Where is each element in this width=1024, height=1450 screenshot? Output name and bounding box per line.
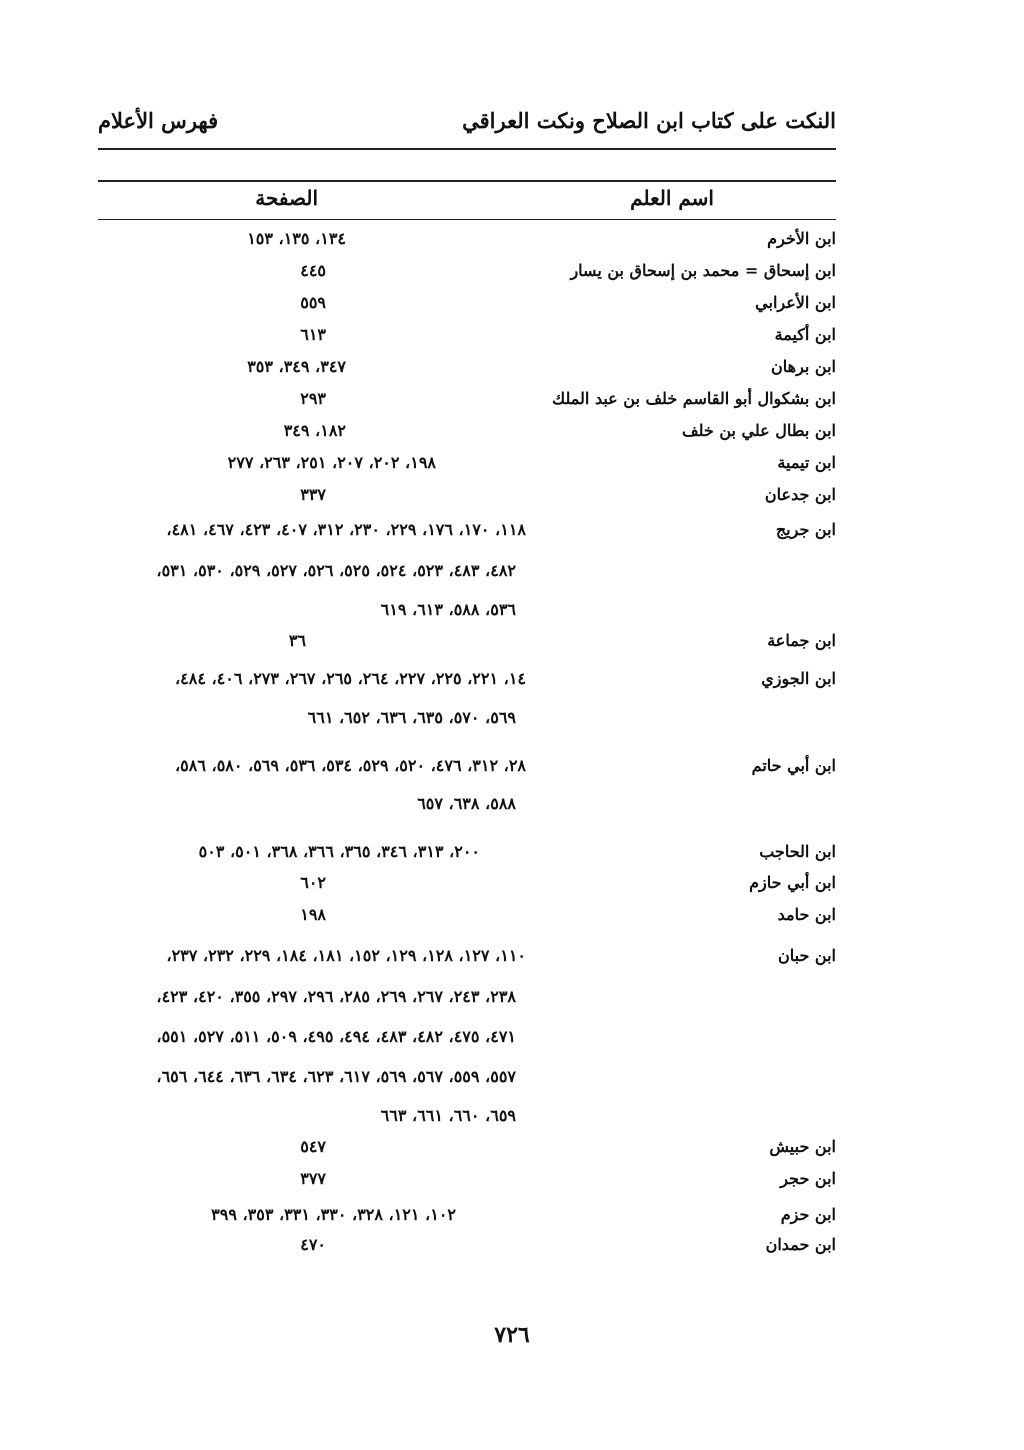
page-number: ٧٢٦ xyxy=(494,1322,530,1348)
column-header-name: اسم العلم xyxy=(630,186,714,210)
entry-name: ابن أبي حاتم xyxy=(751,756,836,775)
entry-pages-continued: ٥٣٦، ٥٨٨، ٦١٣، ٦١٩ xyxy=(380,600,516,619)
entry-pages: ٢٠٠، ٣١٣، ٣٤٦، ٣٦٥، ٣٦٦، ٣٦٨، ٥٠١، ٥٠٣ xyxy=(198,842,480,861)
entry-pages: ١٠٢، ١٢١، ٣٢٨، ٣٣٠، ٣٣١، ٣٥٣، ٣٩٩ xyxy=(211,1205,456,1224)
entry-pages: ٣٦ xyxy=(288,631,306,650)
entry-name: ابن أكيمة xyxy=(774,325,836,344)
entry-name: ابن الأعرابي xyxy=(755,293,836,312)
entry-name: ابن تيمية xyxy=(777,453,836,472)
entry-pages: ٦٠٢ xyxy=(300,873,326,892)
entry-pages: ١٣٤، ١٣٥، ١٥٣ xyxy=(247,229,346,248)
entry-name: ابن بطال علي بن خلف xyxy=(682,421,836,440)
table-top-rule xyxy=(98,180,836,182)
book-title: النكت على كتاب ابن الصلاح ونكت العراقي xyxy=(462,108,836,133)
entry-pages: ٣٣٧ xyxy=(300,485,326,504)
entry-name: ابن جريج xyxy=(775,520,836,539)
entry-pages: ٤٤٥ xyxy=(300,261,326,280)
entry-pages: ١٨٢، ٣٤٩ xyxy=(283,421,346,440)
entry-pages: ٥٤٧ xyxy=(300,1137,326,1156)
entry-pages: ١٩٨، ٢٠٢، ٢٠٧، ٢٥١، ٢٦٣، ٢٧٧ xyxy=(227,453,436,472)
entry-name: ابن حبيش xyxy=(769,1137,836,1156)
header-rule xyxy=(98,148,836,150)
entry-pages-continued: ٥٥٧، ٥٥٩، ٥٦٧، ٥٦٩، ٦١٧، ٦٢٣، ٦٣٤، ٦٣٦، ٦٤٤، ٦٥٦، xyxy=(156,1067,516,1086)
entry-pages-continued: ٤٧١، ٤٧٥، ٤٨٢، ٤٨٣، ٤٩٤، ٤٩٥، ٥٠٩، ٥١١، ٥٢٧، ٥٥١، xyxy=(156,1027,516,1046)
entry-name: ابن إسحاق = محمد بن إسحاق بن يسار xyxy=(570,261,836,280)
entry-name: ابن الحاجب xyxy=(759,842,836,861)
entry-pages: ٤٧٠ xyxy=(300,1235,326,1254)
entry-pages-continued: ٥٨٨، ٦٣٨، ٦٥٧ xyxy=(417,794,516,813)
entry-pages-continued: ٢٣٨، ٢٤٣، ٢٦٧، ٢٦٩، ٢٨٥، ٢٩٦، ٢٩٧، ٣٥٥، ٤٢٠، ٤٢٣، xyxy=(156,987,516,1006)
column-header-pages: الصفحة xyxy=(255,186,318,210)
table-header-rule xyxy=(98,219,836,220)
entry-pages-continued: ٥٦٩، ٥٧٠، ٦٣٥، ٦٣٦، ٦٥٢، ٦٦١ xyxy=(307,708,516,727)
section-title: فهرس الأعلام xyxy=(98,108,219,133)
entry-pages: ٢٨، ٣١٢، ٤٧٦، ٥٢٠، ٥٢٩، ٥٣٤، ٥٣٦، ٥٦٩، ٥٨٠، ٥٨٦، xyxy=(175,756,526,775)
entry-name: ابن حامد xyxy=(777,905,836,924)
entry-name: ابن بشكوال أبو القاسم خلف بن عبد الملك xyxy=(552,389,836,408)
entry-pages: ٣٧٧ xyxy=(300,1169,326,1188)
running-head xyxy=(98,108,836,133)
entry-pages: ١١٠، ١٢٧، ١٢٨، ١٢٩، ١٥٢، ١٨١، ١٨٤، ٢٢٩، ٢٣٢، ٢٣٧، xyxy=(166,946,526,965)
entry-pages: ٢٩٣ xyxy=(300,389,326,408)
entry-pages: ١١٨، ١٧٠، ١٧٦، ٢٢٩، ٢٣٠، ٣١٢، ٤٠٧، ٤٢٣، ٤٦٧، ٤٨١، xyxy=(166,520,526,539)
entry-name: ابن حبان xyxy=(778,946,836,965)
entry-pages: ٦١٣ xyxy=(300,325,326,344)
entry-pages-continued: ٦٥٩، ٦٦٠، ٦٦١، ٦٦٣ xyxy=(380,1106,516,1125)
entry-name: ابن حزم xyxy=(780,1205,836,1224)
entry-name: ابن حجر xyxy=(780,1169,836,1188)
entry-name: ابن جماعة xyxy=(767,631,836,650)
entry-pages: ١٩٨ xyxy=(300,905,326,924)
entry-pages: ٥٥٩ xyxy=(300,293,326,312)
entry-name: ابن الجوزي xyxy=(761,669,836,688)
entry-name: ابن حمدان xyxy=(765,1235,836,1254)
entry-name: ابن برهان xyxy=(771,357,836,376)
entry-name: ابن جدعان xyxy=(764,485,836,504)
entry-name: ابن أبي حازم xyxy=(749,873,836,892)
entry-pages: ١٤، ٢٢١، ٢٢٥، ٢٢٧، ٢٦٤، ٢٦٥، ٢٦٧، ٢٧٣، ٤٠٦، ٤٨٤، xyxy=(175,669,526,688)
entry-pages-continued: ٤٨٢، ٤٨٣، ٥٢٣، ٥٢٤، ٥٢٥، ٥٢٦، ٥٢٧، ٥٢٩، ٥٣٠، ٥٣١، xyxy=(156,561,516,580)
entry-name: ابن الأخرم xyxy=(767,229,836,248)
entry-pages: ٣٤٧، ٣٤٩، ٣٥٣ xyxy=(247,357,346,376)
